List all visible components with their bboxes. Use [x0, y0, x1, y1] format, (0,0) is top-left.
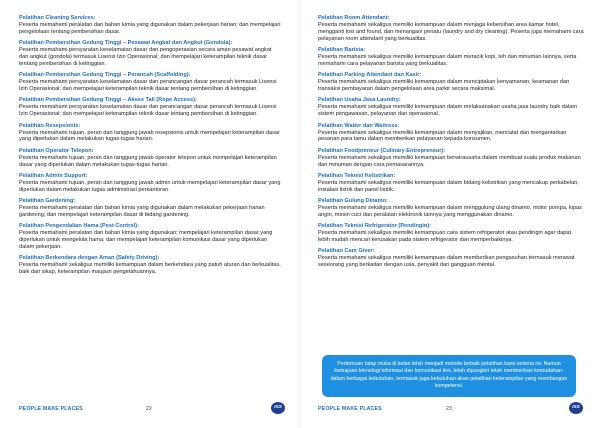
section-title: Pelatihan Cleaning Services:: [19, 15, 96, 21]
section-body: Peserta memahami sekaligus memiliki kemampuan cara sistem refrigerator atau pendingin agar dapat lebih mudah mencari kerusakan pada sistem refrigerator dan memperbaikinya.: [318, 230, 572, 244]
section-scaffolding: [19, 72, 281, 93]
section-title: Pelatihan Room Attendant:: [318, 15, 390, 21]
section-body: Peserta memahami sekaligus memiliki kemampuan dalam berkendara yang patuh aturan dan berkualitas, baik dari sikap, keterampilan maupun pengetahuannya.: [19, 262, 281, 276]
section-gardening: [19, 198, 281, 219]
section-body: Peserta memahami peralatan dan bahan kimia yang digunakan dalam pekerjaan harian; dan mempelajari pengelolaan tentang pembersihan dasar.: [19, 22, 281, 35]
iss-logo-icon: ISS: [271, 402, 285, 414]
section-pest-control: [19, 223, 281, 250]
section-title: Pelatihan Admin Support:: [19, 172, 88, 179]
section-title: Pelatihan Teknisi Kelistrikan:: [318, 172, 396, 179]
section-title: Pelatihan Pembersihan Gedung Tinggi – Akses Tali (Rope Access):: [19, 97, 197, 104]
section-body: Peserta memahami sekaligus memiliki kemampuan dalam melaksanakan usaha jasa laundry baik dalam sistem pengawasan, pelayanan dan operasional.: [318, 104, 577, 118]
left-column: [19, 15, 281, 280]
section-waiter: [318, 123, 584, 144]
section-body: Peserta memahami tujuan, peran dan tanggung jawab admin untuk mempelajari keterampilan dasar yang diperlukan dalam melakukan tugas administrasi perkantoran.: [19, 179, 281, 193]
right-column: [318, 15, 584, 274]
section-cleaning-services: [19, 15, 281, 36]
section-body: Peserta memahami persyaratan keselamatan dasar dan perancangan dasar perancah termasuk Lisensi Izin Operasional; dan mempelajari keterampilan teknik dasar tentang pembersihan di ketinggian.: [19, 104, 277, 118]
section-refrigerator: [318, 223, 584, 244]
section-body: Peserta memahami sekaligus memiliki kemampuan dalam menjaga kebersihan area kamar hotel, mengganti lost and found, dan menangani penatu (laundry and dry cleaning). Peserta juga memahami cara pelayanan room attendant yang berkualitas.: [318, 22, 584, 42]
section-title: Pelatihan Operator Telepon:: [19, 147, 94, 154]
section-title: Pelatihan Pembersihan Gedung Tinggi – Perancah (Scaffolding):: [19, 72, 191, 79]
iss-logo-icon: ISS: [569, 402, 583, 414]
section-resepsionis: [19, 123, 281, 144]
section-body: Peserta memahami sekaligus memiliki kemampuan berwirausaha dalam membuat suatu produk makanan dan minuman dengan cara pemasarannya.: [318, 154, 581, 168]
footer-tagline: PEOPLE MAKE PLACES: [19, 406, 83, 412]
section-body: Peserta memahami peralatan dan bahan kimia yang digunakan dalam melakukan pekerjaan harian gardening; dan mempelajari keterampilan dasar di bidang gardening.: [19, 205, 265, 218]
section-body: Peserta memahami sekaligus memiliki kemampuan dalam memberikan pengasuhan termasuk merawat seseorang yang berkaitan dengan usia, penyakit dan gangguan mental.: [318, 255, 575, 269]
footer-tagline: PEOPLE MAKE PLACES: [318, 406, 382, 412]
section-title: Pelatihan Waiter dan Waitress:: [318, 122, 400, 129]
section-title: Pelatihan Gulung Dinamo:: [318, 198, 388, 205]
section-gondola: [19, 40, 281, 67]
section-body: Peserta memahami peralatan dan bahan kimia yang digunakan; mempelajari keterampilan dasar yang diperlukan untuk mengelola hama; dan mempelajari keterampilan komunikasi dasar yang diperlukan dalam pekerjaan.: [19, 230, 273, 250]
section-title: Pelatihan Usaha Jasa Laundry:: [318, 97, 401, 104]
section-title: Pelatihan Care Giver:: [318, 248, 375, 255]
info-callout: Pertemuan tatap muka di kelas telah menjadi metode terbaik pelatihan kami selama ini. Namun kemajuan teknologi informasi dan komunikasi kini, telah dipungkiri telah memberikan kemudahan-dalam berbagai kebutuhan, termasuk juga kebutuhan akan pelatihan keterampilan yang membangun kompetensi.: [322, 355, 576, 397]
page-number: 22: [146, 406, 152, 412]
section-body: Peserta memahami sekaligus memiliki kemampuan dalam bidang kelistrikan yang mencakup perkabelan, instalasi listrik dan panel listrik.: [318, 179, 579, 193]
section-parking-attendant: [318, 72, 584, 93]
section-rope-access: [19, 97, 281, 118]
section-title: Pelatihan Resepsionis:: [19, 122, 81, 129]
section-admin-support: [19, 173, 281, 194]
section-title: Pelatihan Barista:: [318, 46, 366, 53]
section-title: Pelatihan Parking Attendant dan Kasir:: [318, 72, 422, 79]
section-title: Pelatihan Pengendalian Hama (Pest Control):: [19, 223, 139, 230]
section-care-giver: [318, 248, 584, 269]
section-title: Pelatihan Teknisi Refrigerator (Pendingin):: [318, 223, 432, 230]
section-body: Peserta memahami persyaratan keselamatan dasar dan perancangan dasar perancah termasuk Lisensi Izin Operasional; dan mempelajari keterampilan teknik dasar tentang pembersihan di ketinggian.: [19, 79, 277, 92]
section-room-attendant: [318, 15, 584, 42]
section-foodpreneur: [318, 148, 584, 169]
section-barista: [318, 47, 584, 68]
section-body: Peserta memahami sekaligus memiliki kemampuan dalam meracik kopi, teh dan minuman lainnya, serta memahami cara pelayanan barista yang berkualitas.: [318, 53, 577, 67]
section-title: Pelatihan Foodpreneur (Culinary Entrepreneur):: [318, 147, 446, 154]
section-body: Peserta memahami tujuan, peran dan tanggung jawab resepsionis untuk mempelajari keterampilan dasar yang diperlukan dalam melakukan tugas-tugas harian.: [19, 129, 280, 143]
section-body: Peserta memahami tujuan, peran dan tanggung jawab operator telepon untuk mempelajari keterampilan dasar yang diperlukan dalam melakukan tugas-tugas harian.: [19, 154, 277, 168]
section-title: Pelatihan Pembersihan Gedung Tinggi – Pesawat Angkat dan Angkut (Gondola):: [19, 40, 233, 47]
section-gulung-dinamo: [318, 198, 584, 219]
section-title: Pelatihan Berkendara dengan Aman (Safety Driving):: [19, 255, 160, 262]
section-body: Peserta memahami persyaratan keselamatan dasar dan pengoperasian secara aman pesawat angkat dan angkut (gondola) termasuk Lisensi Izin Operasional; dan mempelajari keterampilan teknik dasar tentang pembersihan di ketinggian.: [19, 47, 272, 67]
section-body: Peserta memahami sekaligus memiliki kemampuan dalam menyajikan, mencatat dan mengantarkan pesanan para tamu dalam memberikan pelayanan kepada konsumen.: [318, 129, 567, 143]
section-body: Peserta memahami sekaligus memiliki kemampuan dalam menciptakan kenyamanan, keamanan dan transaksi pembayaran dalam pengelolaan area parkir secara maksimal.: [318, 79, 570, 92]
section-laundry: [318, 97, 584, 118]
section-safety-driving: [19, 255, 281, 276]
right-page: [300, 0, 600, 428]
section-title: Pelatihan Gardening:: [19, 198, 76, 205]
section-body: Peserta memahami sekaligus memiliki kemampuan dalam menggulung ulang dinamo, motor pompa, kipas angin, mesin cuci dan peralatan elektronik lainnya yang menggunakan dinamo.: [318, 205, 582, 218]
section-operator-telepon: [19, 148, 281, 169]
section-kelistrikan: [318, 173, 584, 194]
page-number: 23: [446, 406, 452, 412]
